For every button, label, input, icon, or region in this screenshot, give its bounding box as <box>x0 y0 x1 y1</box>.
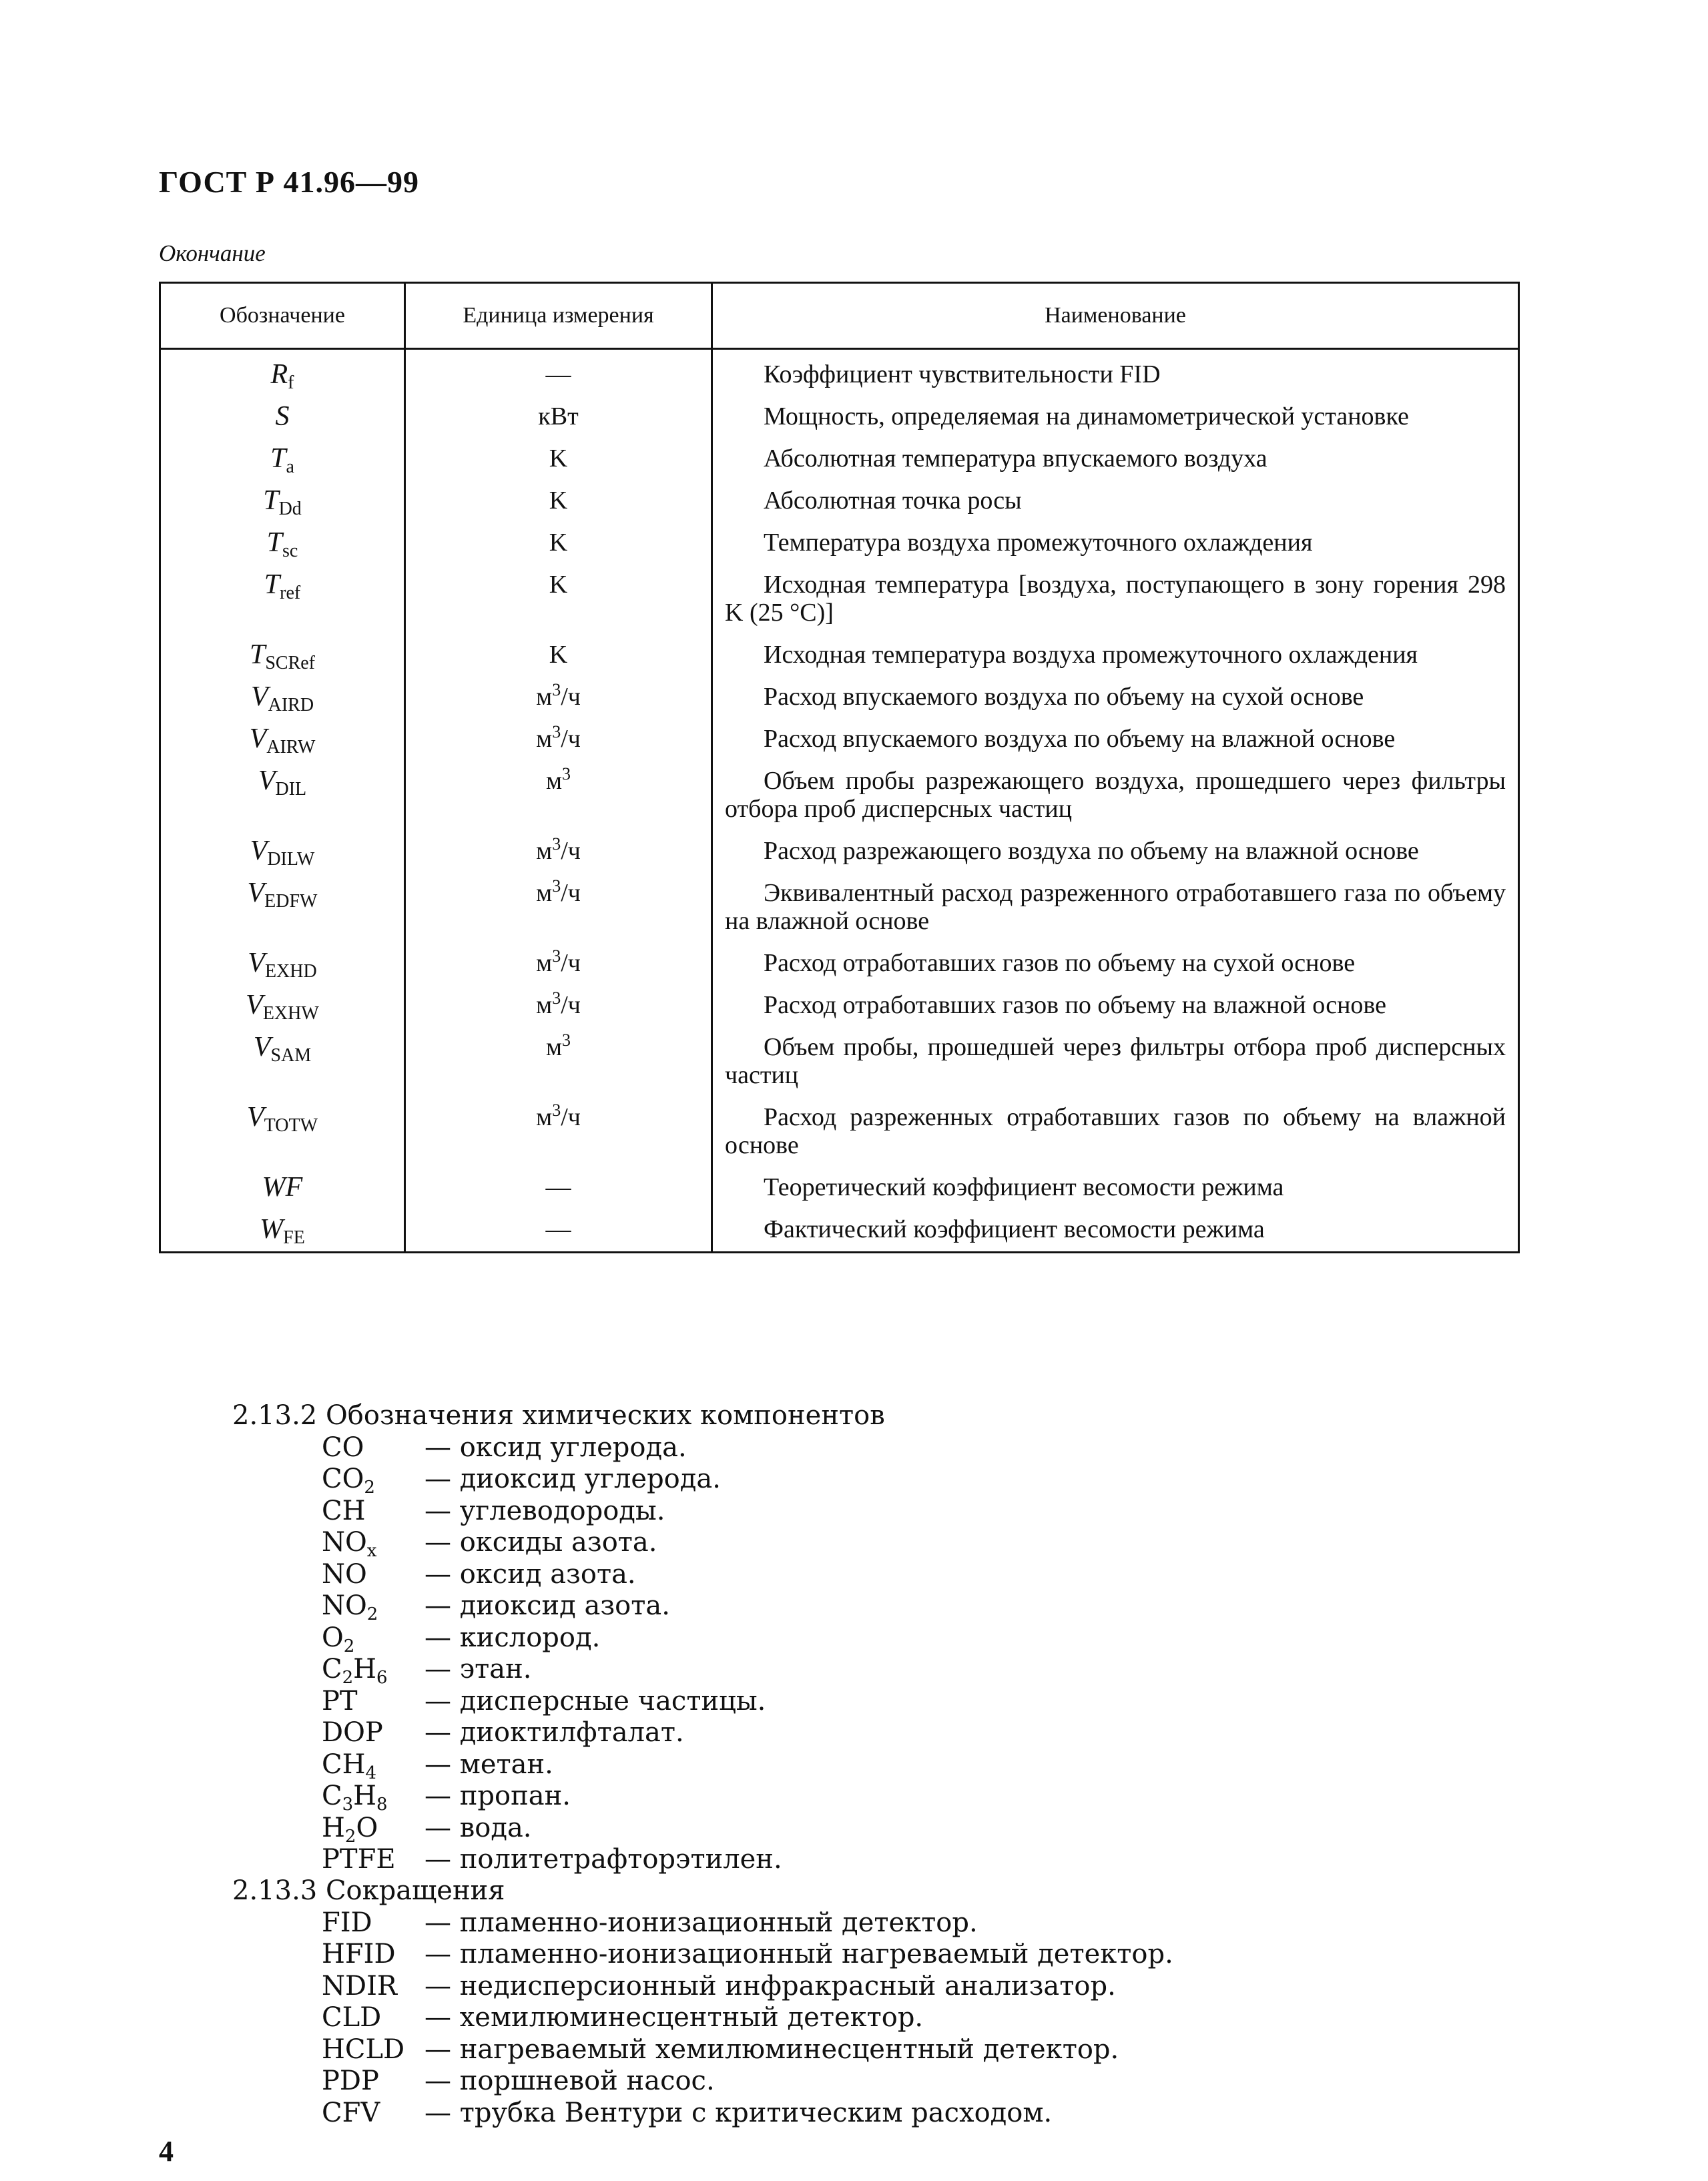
column-header-name: Наименование <box>712 283 1519 349</box>
symbol-cell <box>160 943 405 985</box>
table-row <box>160 831 1519 873</box>
unit-cell <box>405 873 712 943</box>
chemical-description: — углеводороды. <box>424 1495 665 1526</box>
symbol-subscript: DILW <box>267 849 315 870</box>
chemical-description: — этан. <box>424 1654 532 1684</box>
symbol-cell <box>160 873 405 943</box>
abbreviation-code: CFV <box>322 2097 380 2128</box>
symbol-text: T <box>266 527 283 558</box>
symbol-text: V <box>250 681 268 712</box>
chemical-code: $C_3H_8$ <box>322 1781 388 1815</box>
unit-exponent: 3 <box>552 1101 561 1120</box>
name-cell: Эквивалентный расход разреженного отработавшего газа по объему на влажной основе <box>712 873 1519 943</box>
symbol-subscript: AIRD <box>268 695 314 715</box>
table-row <box>160 349 1519 397</box>
abbreviation-code: CLD <box>322 2002 382 2033</box>
abbreviation-code: HCLD <box>322 2034 405 2065</box>
name-cell: Температура воздуха промежуточного охлаждения <box>712 523 1519 565</box>
symbol-subscript: sc <box>282 541 298 561</box>
chemical-description: — оксид углерода. <box>424 1432 687 1463</box>
chemical-code: PTFE <box>322 1844 396 1875</box>
unit-tail: /ч <box>561 949 581 977</box>
formula-subscript: x <box>366 1541 377 1561</box>
page-number: 4 <box>159 2135 174 2168</box>
symbol-text: R <box>270 359 288 390</box>
formula-subscript: 2 <box>342 1668 354 1688</box>
unit-text: кВт <box>538 402 579 430</box>
unit-tail: /ч <box>561 879 581 907</box>
symbol-cell <box>160 349 405 397</box>
table-row <box>160 1209 1519 1253</box>
unit-text: — <box>545 1173 571 1201</box>
symbol-cell <box>160 761 405 831</box>
name-cell: Исходная температура воздуха промежуточного охлаждения <box>712 635 1519 677</box>
name-cell: Исходная температура [воздуха, поступающего в зону горения 298 K (25 °С)] <box>712 565 1519 635</box>
unit-text: м <box>536 725 553 753</box>
symbol-cell <box>160 565 405 635</box>
unit-text: K <box>549 444 568 473</box>
symbol-text: T <box>270 443 286 474</box>
name-cell: Расход отработавших газов по объему на влажной основе <box>712 985 1519 1027</box>
symbol-text: V <box>246 1102 264 1133</box>
name-cell: Объем пробы, прошедшей через фильтры отбора проб дисперсных частиц <box>712 1027 1519 1097</box>
unit-tail: /ч <box>561 991 581 1019</box>
formula-subscript: 4 <box>365 1763 377 1783</box>
abbreviation-description: — нагреваемый хемилюминесцентный детектор. <box>424 2034 1119 2065</box>
chemical-code: $NO_2$ <box>322 1590 378 1624</box>
symbol-subscript: SAM <box>270 1045 312 1066</box>
unit-tail: /ч <box>561 1103 581 1131</box>
table-row <box>160 719 1519 761</box>
chemical-code: NO <box>322 1558 367 1590</box>
name-cell: Коэффициент чувствительности FID <box>712 349 1519 397</box>
unit-cell <box>405 1209 712 1253</box>
symbol-subscript: ref <box>280 583 301 603</box>
unit-cell <box>405 943 712 985</box>
section-title-chemical: 2.13.2 Обозначения химических компонентов <box>232 1400 885 1431</box>
formula-subscript: 2 <box>344 1826 356 1847</box>
symbol-text: V <box>247 878 265 908</box>
table-row <box>160 985 1519 1027</box>
table-header-row <box>160 283 1519 349</box>
unit-text: м <box>545 767 563 795</box>
symbol-text: T <box>249 639 266 670</box>
name-cell: Фактический коэффициент весомости режима <box>712 1209 1519 1253</box>
unit-text: м <box>536 1103 553 1131</box>
section-title-abbreviations: 2.13.3 Сокращения <box>232 1875 505 1906</box>
symbol-subscript: AIRW <box>266 737 316 757</box>
unit-cell <box>405 523 712 565</box>
table-row <box>160 1027 1519 1097</box>
designations-table <box>159 282 1520 1253</box>
chemical-description: — оксиды азота. <box>424 1527 657 1558</box>
unit-cell <box>405 481 712 523</box>
name-cell: Расход впускаемого воздуха по объему на влажной основе <box>712 719 1519 761</box>
symbol-subscript: DIL <box>275 779 307 800</box>
abbreviation-description: — хемилюминесцентный детектор. <box>424 2002 924 2033</box>
unit-tail: /ч <box>561 725 581 753</box>
chemical-description: — пропан. <box>424 1781 571 1811</box>
symbol-cell <box>160 396 405 438</box>
symbol-cell <box>160 438 405 481</box>
unit-cell <box>405 761 712 831</box>
chemical-code: DOP <box>322 1717 383 1748</box>
table-continuation-label: Окончание <box>159 240 266 266</box>
symbol-subscript: SCRef <box>265 653 316 673</box>
table-row <box>160 873 1519 943</box>
unit-cell <box>405 677 712 719</box>
symbol-text: V <box>253 1032 271 1062</box>
unit-text: K <box>549 529 568 557</box>
symbol-text: W <box>260 1214 284 1245</box>
abbreviation-code: HFID <box>322 1939 396 1969</box>
unit-cell <box>405 719 712 761</box>
name-cell: Абсолютная температура впускаемого воздуха <box>712 438 1519 481</box>
unit-cell <box>405 349 712 397</box>
column-header-unit: Единица измерения <box>405 283 712 349</box>
column-header-designation: Обозначение <box>160 283 405 349</box>
chemical-code: PT <box>322 1685 358 1717</box>
unit-text: K <box>549 487 568 515</box>
symbol-subscript: EXHD <box>264 961 317 982</box>
symbol-text: T <box>264 569 280 600</box>
unit-text: — <box>545 360 571 388</box>
unit-cell <box>405 831 712 873</box>
chemical-code: $CO_2$ <box>322 1464 375 1498</box>
chemical-description: — кислород. <box>424 1622 601 1653</box>
unit-text: K <box>549 571 568 599</box>
table-row <box>160 761 1519 831</box>
unit-text: м <box>536 879 553 907</box>
symbol-subscript: FE <box>283 1227 305 1248</box>
unit-cell <box>405 438 712 481</box>
symbol-text: V <box>248 948 265 978</box>
abbreviation-code: NDIR <box>322 1970 397 2001</box>
unit-exponent: 3 <box>552 988 561 1008</box>
chemical-description: — оксид азота. <box>424 1558 636 1590</box>
table-row <box>160 481 1519 523</box>
abbreviation-description: — недисперсионный инфракрасный анализатор. <box>424 1970 1116 2001</box>
symbol-text: V <box>258 765 276 796</box>
name-cell: Расход разрежающего воздуха по объему на влажной основе <box>712 831 1519 873</box>
table-row <box>160 635 1519 677</box>
symbol-subscript: Dd <box>278 499 302 519</box>
unit-exponent: 3 <box>562 1030 571 1050</box>
chemical-code: $H_2O$ <box>322 1812 378 1847</box>
designations-table-wrapper <box>159 282 1518 1253</box>
table-row <box>160 1097 1519 1167</box>
abbreviation-description: — поршневой насос. <box>424 2066 715 2096</box>
unit-cell <box>405 1027 712 1097</box>
unit-cell <box>405 396 712 438</box>
unit-cell <box>405 985 712 1027</box>
symbol-subscript: f <box>288 372 294 393</box>
table-row <box>160 565 1519 635</box>
abbreviation-code: FID <box>322 1907 372 1938</box>
chemical-code: CO <box>322 1432 364 1463</box>
document-header: ГОСТ Р 41.96—99 <box>159 165 419 199</box>
unit-text: м <box>536 991 553 1019</box>
abbreviation-description: — пламенно-ионизационный детектор. <box>424 1907 978 1938</box>
unit-cell <box>405 1097 712 1167</box>
unit-text: м <box>536 949 553 977</box>
symbol-cell <box>160 1167 405 1209</box>
symbol-subscript: EDFW <box>264 891 318 912</box>
unit-text: — <box>545 1215 571 1243</box>
symbol-cell <box>160 719 405 761</box>
symbol-cell <box>160 1097 405 1167</box>
symbol-text: V <box>250 836 268 866</box>
chemical-description: — дисперсные частицы. <box>424 1685 766 1717</box>
formula-subscript: 2 <box>364 1478 375 1498</box>
formula-subscript: 8 <box>376 1795 388 1815</box>
table-row <box>160 943 1519 985</box>
unit-cell <box>405 1167 712 1209</box>
symbol-subscript: TOTW <box>264 1115 318 1136</box>
abbreviation-code: PDP <box>322 2066 379 2096</box>
symbol-cell <box>160 481 405 523</box>
symbol-text: T <box>263 485 279 516</box>
chemical-description: — вода. <box>424 1812 532 1843</box>
unit-tail: /ч <box>561 683 581 711</box>
name-cell: Расход отработавших газов по объему на сухой основе <box>712 943 1519 985</box>
table-body <box>160 349 1519 1253</box>
chemical-code: $O_2$ <box>322 1622 355 1656</box>
chemical-code: $C_2H_6$ <box>322 1654 388 1688</box>
unit-tail: /ч <box>561 837 581 865</box>
unit-text: K <box>549 641 568 669</box>
symbol-cell <box>160 831 405 873</box>
symbol-subscript: a <box>286 456 294 477</box>
unit-cell <box>405 565 712 635</box>
name-cell: Абсолютная точка росы <box>712 481 1519 523</box>
unit-text: м <box>536 683 553 711</box>
name-cell: Объем пробы разрежающего воздуха, прошедшего через фильтры отбора проб дисперсных частиц <box>712 761 1519 831</box>
chemical-code: $NO_x$ <box>322 1527 377 1561</box>
formula-subscript: 2 <box>343 1636 355 1656</box>
symbol-cell <box>160 1209 405 1253</box>
chemical-description: — диоксид углерода. <box>424 1464 721 1494</box>
chemical-code: $CH_4$ <box>322 1749 377 1783</box>
name-cell: Расход впускаемого воздуха по объему на сухой основе <box>712 677 1519 719</box>
unit-exponent: 3 <box>562 764 571 784</box>
unit-exponent: 3 <box>552 876 561 896</box>
abbreviation-description: — трубка Вентури с критическим расходом. <box>424 2097 1053 2128</box>
unit-exponent: 3 <box>552 946 561 966</box>
name-cell: Расход разреженных отработавших газов по объему на влажной основе <box>712 1097 1519 1167</box>
formula-subscript: 6 <box>376 1668 388 1688</box>
formula-subscript: 2 <box>366 1604 378 1624</box>
symbol-text: WF <box>262 1172 303 1203</box>
unit-text: м <box>536 837 553 865</box>
unit-exponent: 3 <box>552 834 561 854</box>
chemical-description: — диоктилфталат. <box>424 1717 684 1748</box>
symbol-text: S <box>275 401 290 432</box>
abbreviation-description: — пламенно-ионизационный нагреваемый детектор. <box>424 1939 1173 1969</box>
symbol-text: V <box>246 990 263 1020</box>
symbol-cell <box>160 1027 405 1097</box>
chemical-description: — политетрафторэтилен. <box>424 1844 782 1875</box>
unit-text: м <box>545 1033 563 1061</box>
chemical-code: CH <box>322 1495 366 1526</box>
symbol-subscript: EXHW <box>262 1003 319 1024</box>
chemical-description: — диоксид азота. <box>424 1590 670 1621</box>
name-cell: Мощность, определяемая на динамометрической установке <box>712 396 1519 438</box>
name-cell: Теоретический коэффициент весомости режима <box>712 1167 1519 1209</box>
symbol-text: V <box>249 723 267 754</box>
table-row <box>160 523 1519 565</box>
table-row <box>160 396 1519 438</box>
unit-exponent: 3 <box>552 680 561 699</box>
symbol-cell <box>160 677 405 719</box>
symbol-cell <box>160 985 405 1027</box>
table-row <box>160 438 1519 481</box>
unit-cell <box>405 635 712 677</box>
table-row <box>160 1167 1519 1209</box>
symbol-cell <box>160 635 405 677</box>
unit-exponent: 3 <box>552 722 561 741</box>
symbol-cell <box>160 523 405 565</box>
table-row <box>160 677 1519 719</box>
chemical-description: — метан. <box>424 1749 553 1780</box>
formula-subscript: 3 <box>342 1795 354 1815</box>
